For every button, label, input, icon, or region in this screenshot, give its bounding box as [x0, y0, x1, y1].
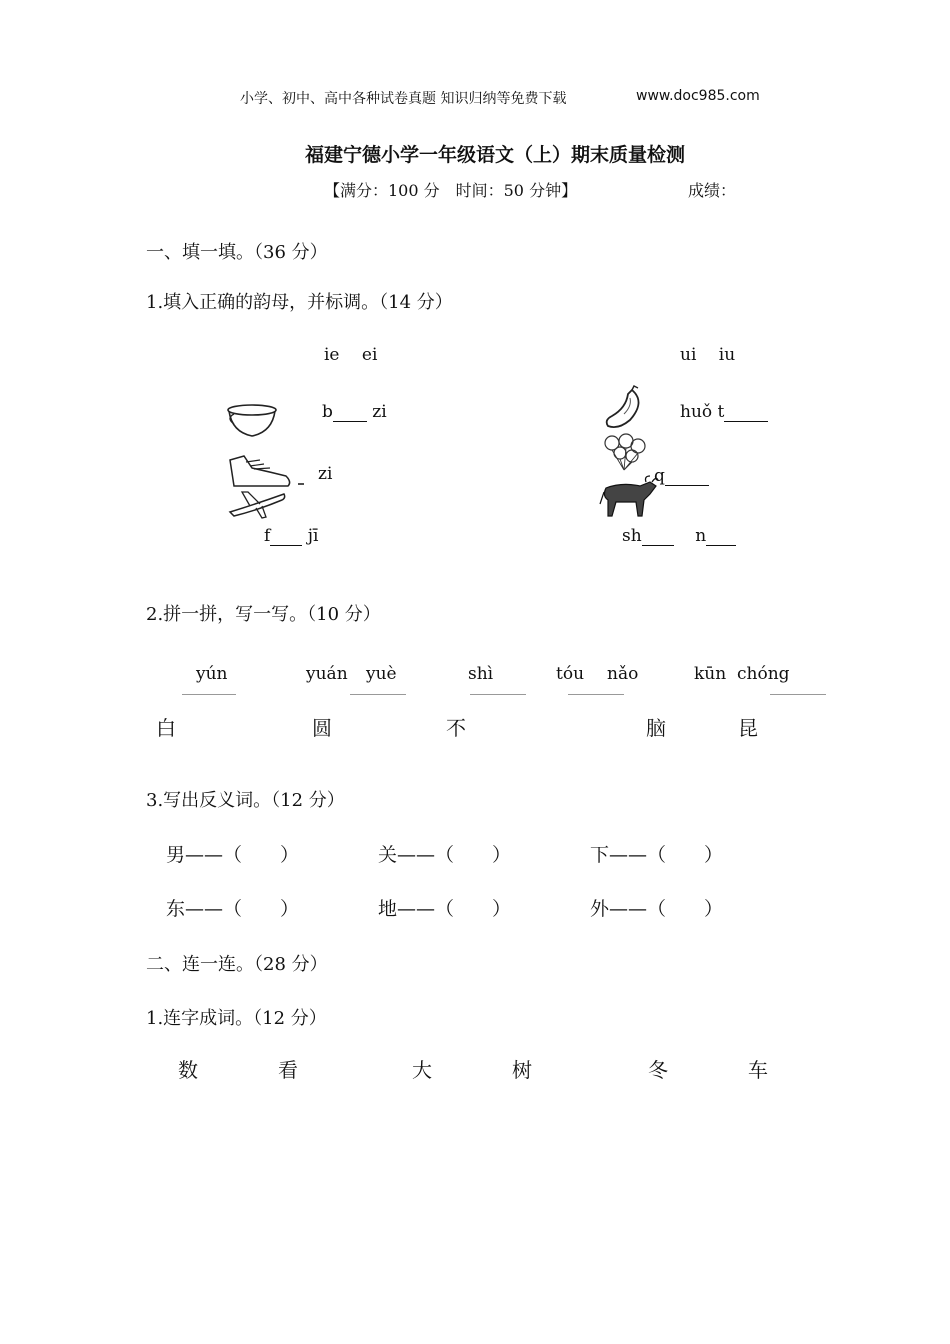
- writing-line[interactable]: [568, 694, 624, 695]
- plane-pinyin: f jī: [264, 526, 319, 546]
- airplane-icon: [226, 486, 288, 520]
- s2-q1-label: 1.连字成词。（12 分）: [146, 1008, 327, 1029]
- writing-line[interactable]: [350, 694, 406, 695]
- cup-icon: [226, 404, 282, 440]
- link-char[interactable]: 树: [512, 1058, 532, 1082]
- cow-blank-2[interactable]: [706, 527, 736, 546]
- section1-heading: 一、填一填。（36 分）: [146, 242, 328, 263]
- q2-label: 2.拼一拼，写一写。（10 分）: [146, 604, 381, 625]
- q2-char: 脑: [646, 716, 666, 740]
- link-char[interactable]: 冬: [648, 1058, 668, 1082]
- left-vowel-options: ie ei: [324, 345, 378, 365]
- section2-heading: 二、连一连。（28 分）: [146, 954, 328, 975]
- q2-char: 不: [446, 716, 466, 740]
- exam-meta: 【满分：100 分 时间：50 分钟】: [324, 181, 578, 200]
- exam-title: 福建宁德小学一年级语文（上）期末质量检测: [304, 144, 685, 166]
- sausage-blank[interactable]: [724, 403, 768, 422]
- q2-pinyin: kūn: [694, 664, 727, 684]
- writing-line[interactable]: [182, 694, 236, 695]
- q1-label: 1.填入正确的韵母，并标调。（14 分）: [146, 292, 453, 313]
- antonym-pair[interactable]: 下——（ ）: [590, 844, 724, 866]
- sausage-pinyin: huǒ t: [680, 402, 768, 422]
- link-char[interactable]: 大: [412, 1058, 432, 1082]
- cow-blank-1[interactable]: [642, 527, 674, 546]
- balloon-pinyin: q: [654, 466, 709, 486]
- q3-label: 3.写出反义词。（12 分）: [146, 790, 345, 811]
- cow-pinyin: sh n: [622, 526, 736, 546]
- shoe-pinyin: zi: [318, 464, 333, 484]
- right-vowel-options: ui iu: [680, 345, 736, 365]
- q2-pinyin: yún: [196, 664, 228, 684]
- site-note: 小学、初中、高中各种试卷真题 知识归纳等免费下载: [240, 91, 567, 107]
- link-char[interactable]: 车: [748, 1058, 768, 1082]
- balloon-blank[interactable]: [665, 467, 709, 486]
- link-char[interactable]: 数: [178, 1058, 198, 1082]
- q2-char: 白: [156, 716, 176, 740]
- q2-pinyin: yuè: [366, 664, 397, 684]
- antonym-pair[interactable]: 东——（ ）: [166, 898, 300, 920]
- sausage-icon: [602, 384, 646, 432]
- q2-pinyin: chóng: [737, 664, 790, 684]
- cup-blank[interactable]: [333, 403, 367, 422]
- q2-char: 昆: [738, 716, 758, 740]
- antonym-pair[interactable]: 关——（ ）: [378, 844, 512, 866]
- cow-icon: [600, 474, 658, 520]
- writing-line[interactable]: [770, 694, 826, 695]
- site-url[interactable]: www.doc985.com: [636, 88, 760, 104]
- balloons-icon: [602, 434, 648, 474]
- score-label: 成绩：: [688, 181, 737, 200]
- antonym-pair[interactable]: 地——（ ）: [378, 898, 512, 920]
- cup-pinyin: b zi: [322, 402, 387, 422]
- q2-pinyin: shì: [468, 664, 494, 684]
- antonym-pair[interactable]: 男——（ ）: [166, 844, 300, 866]
- q2-pinyin: nǎo: [607, 664, 639, 684]
- writing-line[interactable]: [470, 694, 526, 695]
- plane-blank[interactable]: [270, 527, 302, 546]
- antonym-pair[interactable]: 外——（ ）: [590, 898, 724, 920]
- link-char[interactable]: 看: [278, 1058, 298, 1082]
- q2-pinyin: yuán: [306, 664, 348, 684]
- q2-pinyin: tóu: [556, 664, 585, 684]
- q2-char: 圆: [312, 716, 332, 740]
